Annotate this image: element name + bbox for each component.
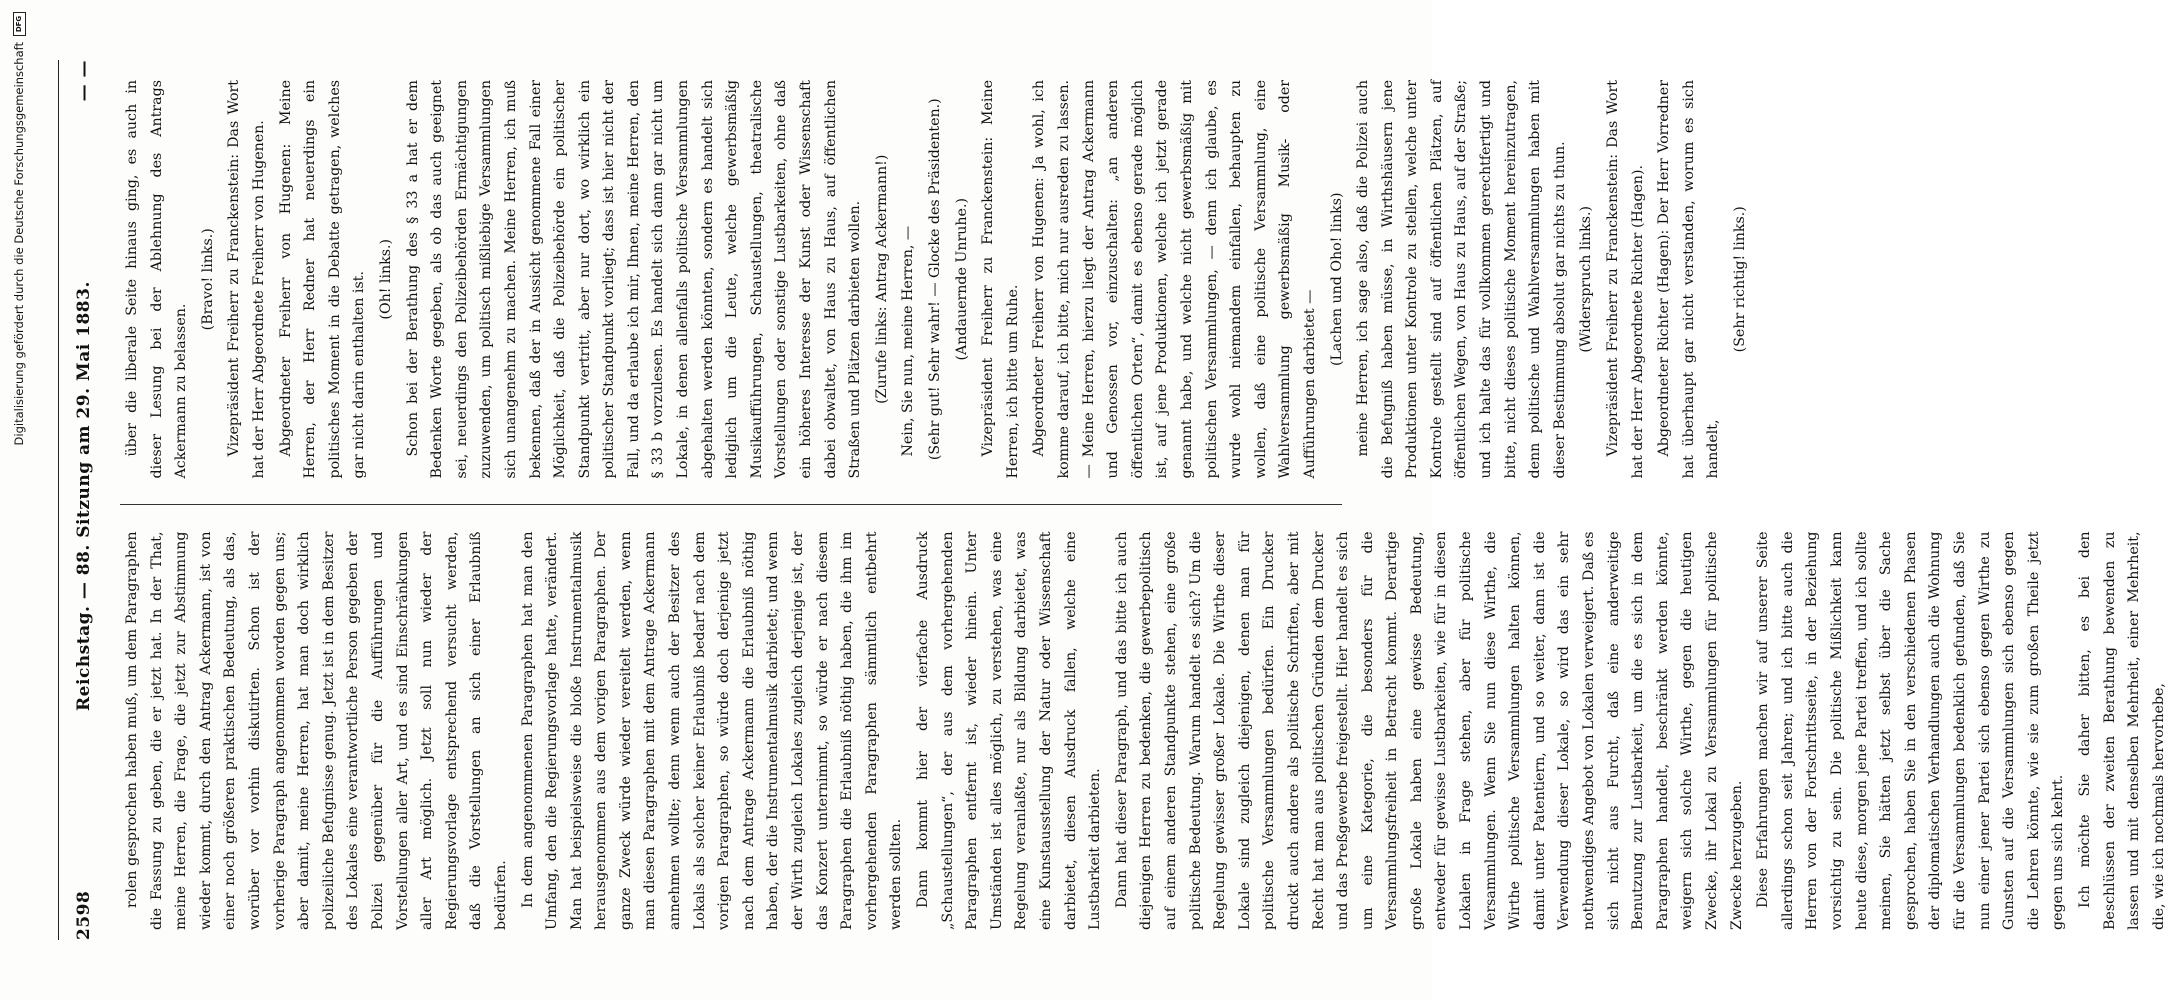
stage-direction: (Bravo! links.): [199, 228, 216, 331]
running-title: Reichstag. — 88. Sitzung am 29. Mai 1883.: [74, 281, 94, 711]
stage-direction: (Zurufe links: Antrag Ackermann!): [873, 154, 890, 404]
paragraph: Abgeordneter Freiherr von Hugenen: Meine Herren, der Herr Redner hat neuerdings ein politisches Moment in die Debatte getragen, welches gar nicht darin enthalten ist.: [277, 80, 368, 479]
column-divider: [120, 505, 1342, 506]
stage-direction: (Oh! links.): [377, 238, 394, 320]
column-left: [120, 531, 2167, 931]
paragraph: Dann hat dieser Paragraph, und das bitte ich auch diejenigen Herren zu bedenken, die gewerbepolitisch auf einem anderen Standpunkte stehen, eine große politische Bedeutung. Warum handelt es sich? Um die Regelung gewisser großer Lokale. Die Wirthe dieser Lokale sind zugleich diejenigen, denen man für politische Versammlungen bedürfen. Ein Drucker druckt auch andere als politische Schriften, aber mit Recht hat man aus politischen Gründen dem Drucker und das Preßgewerbe freigestellt. Hier handelt es sich um eine Kategorie, die besonders für die Versammlungsfreiheit in Betracht kommt. Derartige große Lokale haben eine gewisse Bedeutung, entweder für gewisse Lustbarkeiten, wie für in diesen Lokalen in Frage stehen, aber für politische Versammlungen. Wenn Sie nun diese Wirthe, die Wirthe politische Versammlungen halten können, damit unter Patentiern, und so weiter, dann ist die Verwendung dieser Lokale, so wird das ein sehr nothwendiges Angebot von Lokalen verweigert. Daß es sich nicht aus Furcht, daß eine anderweitige Benutzung zur Lustbarkeit, um die es sich in dem Paragraphen handelt, beschränkt werden könnte, weigern sich solche Wirthe, gegen die heutigen Zwecke, ihr Lokal zu Versammlungen für politische Zwecke herzugeben.: [1113, 531, 1745, 930]
page-header: [64, 60, 104, 940]
paragraph: Nein, Sie nun, meine Herren, —: [900, 225, 917, 457]
dfg-logo: DFG: [13, 12, 26, 36]
column-right: [120, 80, 1748, 479]
stage-direction: (Sehr gut! Sehr wahr! — Glocke des Präsidenten.): [927, 98, 943, 461]
paragraph: Abgeordneter Freiherr von Hugenen: Ja wohl, ich komme darauf, ich bitte, mich nur ausreden zu lassen. — Meine Herren, hierzu liegt der Antrag Ackermann und Genossen vor, einzuschalten: „an anderen öffentlichen Orten“, damit es ebenso gerade möglich ist, auf jene Produktionen, welche ich jetzt gerade genannt habe, und welche nicht gewerbsmäßig mit politischen Versammlungen, — denn ich glaube, es wurde wohl niemandem einfallen, behaupten zu wollen, daß eine politische Versammlung, eine Wahlversammlung gewerbsmäßig Musik- oder Aufführungen darbietet —: [1031, 80, 1318, 479]
stage-direction: (Widerspruch links.): [1578, 205, 1595, 353]
paragraph: rolen gesprochen haben muß, um dem Paragraphen die Fassung zu geben, die er jetzt hat. In der That, meine Herren, die Frage, die jetzt zur Abstimmung wieder kommt, durch den Antrag Ackermann, ist von einer noch größeren praktischen Bedeutung, als das, worüber vor vorhin diskutirten. Schon ist der vorherige Paragraph angenommen worden gegen uns; aber damit, meine Herren, hat man doch wirklich polizeiliche Befugnisse genug. Jetzt ist in dem Besitzer des Lokales eine verantwortliche Person gegeben der Polizei gegenüber für die Aufführungen und Vorstellungen aller Art, und es sind Einschränkungen aller Art möglich. Jetzt soll nun wieder der Regierungsvorlage entsprechend versucht werden, daß die Vorstellungen an sich einer Erlaubniß bedürfen.: [124, 531, 509, 930]
paragraph: In dem angenommenen Paragraphen hat man den Umfang, den die Regierungsvorlage hatte, verändert. Man hat beispielsweise die bloße Instrumentalmusik herausgenommen aus dem vorigen Paragraphen. Der ganze Zweck würde wieder vereitelt werden, wenn man diesen Paragraphen mit dem Antrage Ackermann annehmen wollte; denn wenn auch der Besitzer des Lokals als solcher keiner Erlaubniß bedarf nach dem vorigen Paragraphen, so würde doch derjenige jetzt nach dem Antrage Ackermann die Erlaubniß nöthig haben, der die Instrumentalmusik darbietet; und wenn der Wirth zugleich Lokales zugleich derjenige ist, der das Konzert unternimmt, so würde er nach diesem Paragraphen die Erlaubniß nöthig haben, die ihm im vorhergehenden Paragraphen sämmtlich entbehrt werden sollten.: [519, 531, 905, 930]
page-number: 2598: [74, 890, 94, 940]
text-columns: [120, 80, 2167, 930]
header-rule: [58, 60, 59, 940]
stage-direction: (Lachen und Oho! links): [1328, 192, 1345, 367]
header-mark: — —: [74, 60, 94, 102]
paragraph: Vizepräsident Freiherr zu Franckenstein: Meine Herren, ich bitte um Ruhe.: [980, 80, 1021, 479]
paragraph: Vizepräsident Freiherr zu Franckenstein: Das Wort hat der Herr Abgeordnete Richter (Hagen).: [1605, 80, 1646, 479]
paragraph: Dann kommt hier der vierfache Ausdruck „Schaustellungen“, der aus dem vorhergehenden Paragraphen entfernt ist, wieder hinein. Unter Umständen ist alles möglich, zu verstehen, was eine Regelung veranlaßte, nur als Bildung darbietet, was eine Kunstausstellung der Natur oder Wissenschaft darbietet, diesen Ausdruck fallen, welche eine Lustbarkeit darbieten.: [915, 531, 1104, 930]
paragraph: Vizepräsident Freiherr zu Franckenstein: Das Wort hat der Herr Abgeordnete Freiherr von Hugenen.: [226, 80, 267, 479]
digitization-note: Digitalisierung gefördert durch die Deutsche Forschungsgemeinschaft: [12, 42, 26, 446]
paragraph: Ich möchte Sie daher bitten, es bei den Beschlüssen der zweiten Berathung bewenden zu lassen und mit denselben Mehrheit, einer Mehrheit, die, wie ich nochmals hervorhebe,: [2076, 531, 2167, 930]
stage-direction: (Sehr richtig! links.): [1732, 206, 1748, 353]
digitization-footer: [0, 0, 38, 1000]
stage-direction: (Andauernde Unruhe.): [953, 198, 970, 361]
paragraph: Diese Erfahrungen machen wir auf unserer Seite allerdings schon seit Jahren; und ich bitte auch die Herren von der Fortschrittsseite, in der Beziehung vorsichtig zu sein. Die politische Mißlichkeit kann heute diese, morgen jene Partei treffen, und ich sollte meinen, Sie hätten jetzt selbst über die Sache gesprochen, haben Sie in den verschiedenen Phasen der diplomatischen Verhandlungen auch die Wohnung für die Versammlungen bedenklich gefunden, daß Sie nun einer jener Partei sich ebenso gegen Wirthe zu Gunsten auf die Versammlungen sich ebenso gegen die Lehren könnte, wie sie zum großen Theile jetzt gegen uns sich kehrt.: [1755, 531, 2067, 930]
paragraph: Schon bei der Berathung des § 33 a hat er dem Bedenken Worte gegeben, als ob das auch geeignet sei, neuerdings den Polizeibehörden Ermächtigungen zuzuwenden, um politisch mißliebige Versammlungen sich unangenehm zu machen. Meine Herren, ich muß bekennen, daß der in Aussicht genommene Fall einer Möglichkeit, daß die Polizeibehörde ein politischer Standpunkt vertritt, aber nur dort, wo wirklich ein politischer Standpunkt vorliegt; dass ist hier nicht der Fall, und da erlaube ich mir, Ihnen, meine Herren, den § 33 b vorzulesen. Es handelt sich dann gar nicht um Lokale, in denen allenfalls politische Versammlungen abgehalten werden könnten, sondern es handelt sich lediglich um die Leute, welche gewerbsmäßig Musikaufführungen, Schaustellungen, theatralische Vorstellungen oder sonstige Lustbarkeiten, ohne daß ein höheres Interesse der Kunst oder Wissenschaft dabei obwaltet, von Haus zu Haus, auf öffentlichen Straßen und Plätzen darbieten wollen.: [404, 80, 864, 479]
paragraph: Abgeordneter Richter (Hagen): Der Herr Vorredner hat überhaupt gar nicht verstanden, worum es sich handelt,: [1656, 80, 1722, 479]
paragraph: über die liberale Seite hinaus ging, es auch in dieser Lesung bei der Ablehnung des Antrags Ackermann zu belassen.: [124, 80, 190, 479]
paragraph: meine Herren, ich sage also, daß die Polizei auch die Befugniß haben müsse, in Wirthshäusern jene Produktionen unter Kontrole zu stellen, welche unter Kontrole gestellt sind auf öffentlichen Plätzen, auf öffentlichen Wegen, von Haus zu Haus, auf der Straße; und ich halte das für vollkommen gerechtfertigt und bitte, nicht dieses politische Moment hereinzutragen, denn politische und Wahlversammlungen haben mit dieser Bestimmung absolut gar nichts zu thun.: [1355, 80, 1568, 479]
